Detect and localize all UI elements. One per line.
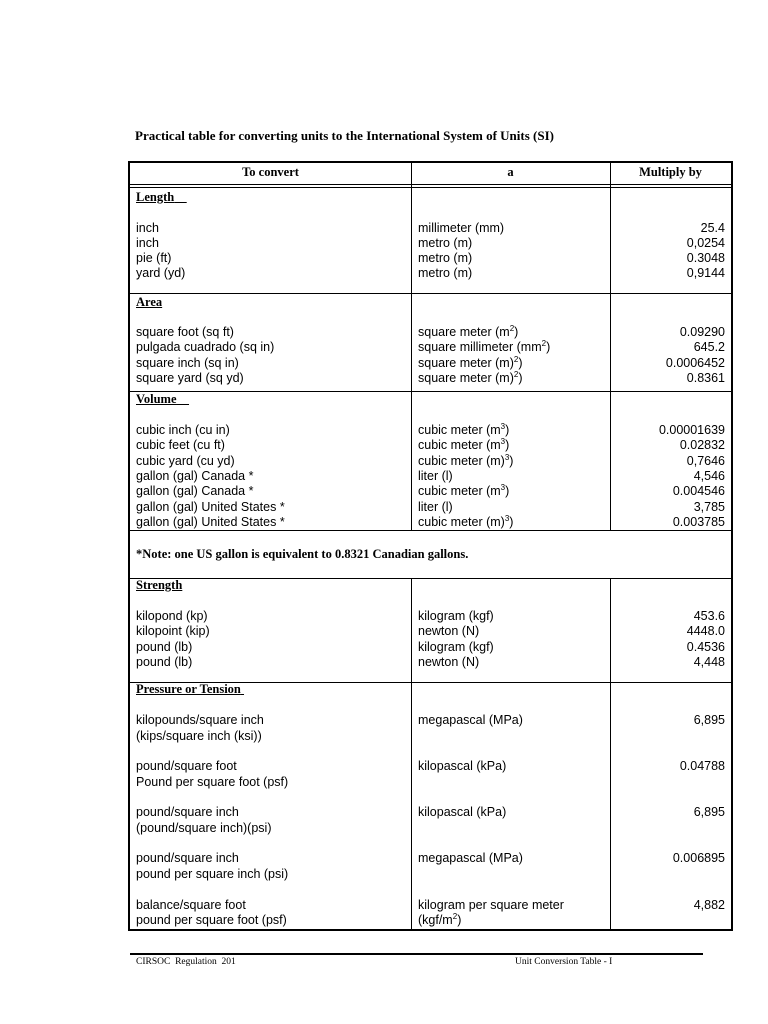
footer-left: CIRSOC Regulation 201 xyxy=(136,957,236,967)
to-unit: metro (m) xyxy=(418,236,473,250)
to-unit: metro (m) xyxy=(418,266,473,280)
header-divider xyxy=(130,184,731,185)
table-row xyxy=(130,805,731,820)
to-unit: cubic meter $(m)^3$) xyxy=(418,513,514,529)
header-multiply-by: Multiply by xyxy=(639,165,702,179)
factor: 0.04788 xyxy=(679,759,725,773)
to-unit: liter (l) xyxy=(418,469,453,483)
page-title: Practical table for converting units to the International System of Units (SI) xyxy=(135,128,554,143)
from-unit: square inch (sq in) xyxy=(136,356,239,370)
to-unit: cubic meter $(m^3)$ xyxy=(418,482,510,498)
section-strength-title: Strength xyxy=(136,578,183,592)
from-unit: balance/square foot xyxy=(136,898,246,912)
table-row xyxy=(130,898,731,913)
from-unit: cubic inch (cu in) xyxy=(136,423,230,437)
from-unit: pound/square foot xyxy=(136,759,237,773)
factor: 4,882 xyxy=(693,898,725,912)
to-unit: millimeter (mm) xyxy=(418,221,505,235)
from-unit-alt: pound per square foot (psf) xyxy=(136,913,287,927)
factor: 0.006895 xyxy=(672,851,725,865)
to-unit: metro (m) xyxy=(418,251,473,265)
from-unit-alt: pound per square inch (psi) xyxy=(136,867,289,881)
table-row xyxy=(130,325,731,340)
table-row xyxy=(130,775,731,790)
table-row xyxy=(130,729,731,744)
from-unit: cubic feet (cu ft) xyxy=(136,438,225,452)
to-unit: kilogram (kgf) xyxy=(418,609,494,623)
to-unit: square millimeter $(mm^2)$ xyxy=(418,338,551,354)
header-a: a xyxy=(507,165,514,179)
factor: 3,785 xyxy=(693,500,725,514)
table-row xyxy=(130,500,731,515)
from-unit: kilopounds/square inch xyxy=(136,713,264,727)
to-unit: cubic meter $(m)^3$) xyxy=(418,452,514,468)
from-unit: inch xyxy=(136,221,159,235)
table-row xyxy=(130,236,731,251)
section-length-title: Length xyxy=(136,190,175,204)
table-row xyxy=(130,484,731,499)
table-row xyxy=(130,266,731,281)
to-unit: kilogram (kgf) xyxy=(418,640,494,654)
table-row xyxy=(130,655,731,670)
factor: 0,9144 xyxy=(686,266,725,280)
from-unit: pound (lb) xyxy=(136,655,193,669)
to-unit: cubic meter $(m^3)$ xyxy=(418,421,510,437)
to-unit: square meter $(m)^2$) xyxy=(418,354,523,370)
to-unit: cubic meter $(m^3)$ xyxy=(418,436,510,452)
factor: 25.4 xyxy=(700,221,725,235)
table-row xyxy=(130,515,731,530)
table-row xyxy=(130,221,731,236)
header-divider xyxy=(130,187,731,188)
section-area-title: Area xyxy=(136,295,163,309)
to-unit: megapascal (MPa) xyxy=(418,851,523,865)
to-unit-alt: $(kgf/m^2)$ xyxy=(418,911,462,927)
section-divider xyxy=(130,391,731,392)
factor: 6,895 xyxy=(693,805,725,819)
gallon-note: *Note: one US gallon is equivalent to 0.8321 Canadian gallons. xyxy=(136,547,469,561)
to-unit: kilogram per square meter xyxy=(418,898,564,912)
conversion-table xyxy=(128,161,733,931)
table-row xyxy=(130,454,731,469)
from-unit: pulgada cuadrado (sq in) xyxy=(136,340,275,354)
table-row xyxy=(130,423,731,438)
table-row xyxy=(130,356,731,371)
table-row xyxy=(130,438,731,453)
section-divider xyxy=(130,293,731,294)
header-to-convert: To convert xyxy=(242,165,299,179)
table-row xyxy=(130,371,731,386)
factor: 0,0254 xyxy=(686,236,725,250)
table-row xyxy=(130,640,731,655)
from-unit: square foot (sq ft) xyxy=(136,325,234,339)
from-unit: yard (yd) xyxy=(136,266,186,280)
factor: 0.4536 xyxy=(686,640,725,654)
footer-right: Unit Conversion Table - I xyxy=(515,957,613,967)
to-unit: newton (N) xyxy=(418,655,480,669)
factor: 645.2 xyxy=(693,340,725,354)
from-unit: gallon (gal) Canada * xyxy=(136,469,254,483)
to-unit: liter (l) xyxy=(418,500,453,514)
table-row xyxy=(130,759,731,774)
footer-rule xyxy=(130,953,703,955)
from-unit: gallon (gal) United States * xyxy=(136,515,285,529)
to-unit: square meter $(m)^2$) xyxy=(418,369,523,385)
factor: 0.00001639 xyxy=(658,423,725,437)
to-unit: kilopascal (kPa) xyxy=(418,759,507,773)
table-row xyxy=(130,624,731,639)
from-unit-alt: (pound/square inch)(psi) xyxy=(136,821,272,835)
table-row xyxy=(130,913,731,928)
table-row xyxy=(130,821,731,836)
table-row xyxy=(130,851,731,866)
from-unit: pound/square inch xyxy=(136,851,239,865)
factor: 4448.0 xyxy=(686,624,725,638)
table-row xyxy=(130,469,731,484)
from-unit: inch xyxy=(136,236,159,250)
factor: 4,448 xyxy=(693,655,725,669)
factor: 0.02832 xyxy=(679,438,725,452)
section-divider xyxy=(130,578,731,579)
from-unit: gallon (gal) Canada * xyxy=(136,484,254,498)
to-unit: kilopascal (kPa) xyxy=(418,805,507,819)
factor: 0.004546 xyxy=(672,484,725,498)
from-unit-alt: Pound per square foot (psf) xyxy=(136,775,289,789)
table-row xyxy=(130,713,731,728)
factor: 0.0006452 xyxy=(665,356,725,370)
factor: 0,7646 xyxy=(686,454,725,468)
from-unit: gallon (gal) United States * xyxy=(136,500,285,514)
from-unit: cubic yard (cu yd) xyxy=(136,454,235,468)
to-unit: square meter $(m^2)$ xyxy=(418,323,519,339)
factor: 0.003785 xyxy=(672,515,725,529)
from-unit: pie (ft) xyxy=(136,251,172,265)
factor: 0.3048 xyxy=(686,251,725,265)
from-unit: pound (lb) xyxy=(136,640,193,654)
section-volume-title: Volume xyxy=(136,392,177,406)
section-pressure-title: Pressure or Tension xyxy=(136,682,241,696)
table-row xyxy=(130,609,731,624)
table-row xyxy=(130,340,731,355)
to-unit: newton (N) xyxy=(418,624,480,638)
table-row xyxy=(130,251,731,266)
from-unit: square yard (sq yd) xyxy=(136,371,244,385)
from-unit: kilopond (kp) xyxy=(136,609,208,623)
to-unit: megapascal (MPa) xyxy=(418,713,523,727)
factor: 0.09290 xyxy=(679,325,725,339)
table-row xyxy=(130,867,731,882)
from-unit: kilopoint (kip) xyxy=(136,624,210,638)
from-unit-alt: (kips/square inch (ksi)) xyxy=(136,729,262,743)
from-unit: pound/square inch xyxy=(136,805,239,819)
factor: 4,546 xyxy=(693,469,725,483)
factor: 6,895 xyxy=(693,713,725,727)
factor: 453.6 xyxy=(693,609,725,623)
factor: 0.8361 xyxy=(686,371,725,385)
